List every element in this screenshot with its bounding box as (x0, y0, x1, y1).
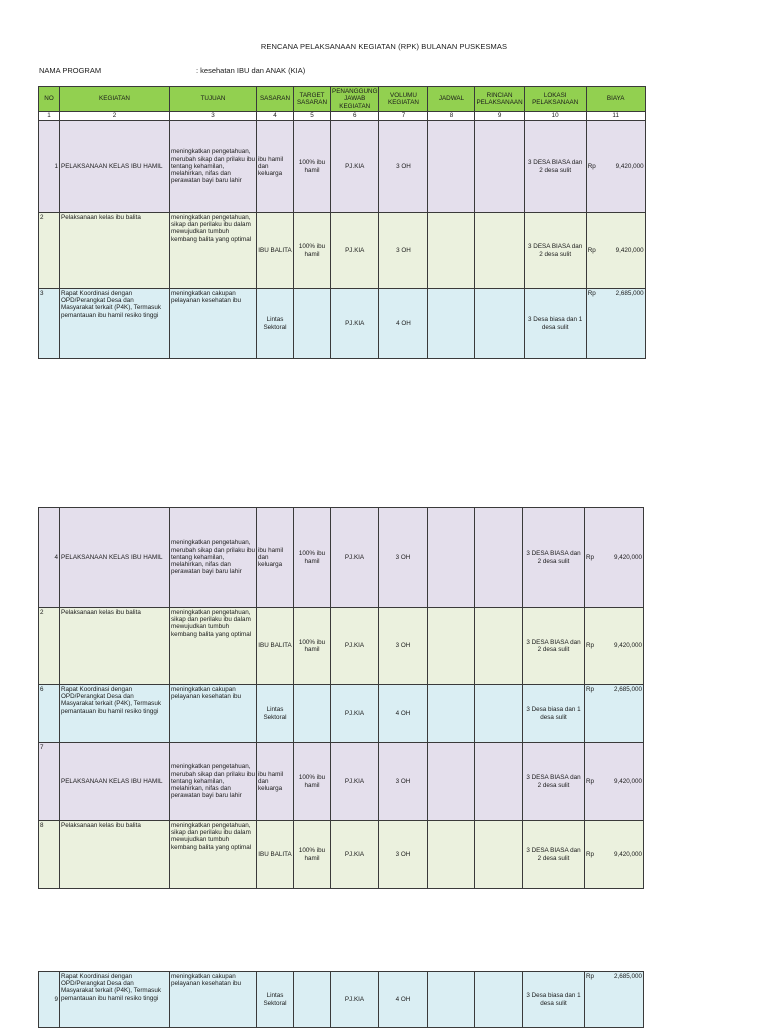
table-row (39, 743, 644, 821)
row-tujuan: meningkatkan pengetahuan, sikap dan perilaku ibu dalam mewujudkan tumbuh kembang balita yang optimal (170, 608, 257, 685)
row-lokasi: 3 DESA BIASA dan 2 desa sulit (524, 213, 586, 289)
row-target: 100% ibu hamil (294, 213, 331, 289)
row-kegiatan: Pelaksanaan kelas ibu balita (60, 608, 170, 685)
row-pj: PJ.KIA (331, 213, 379, 289)
row-pj: PJ.KIA (331, 289, 379, 359)
table-row (39, 608, 644, 685)
row-kegiatan: Rapat Koordinasi dengan OPD/Perangkat Desa dan Masyarakat terkait (P4K), Termasuk pemantauan ibu hamil resiko tinggi (60, 685, 170, 743)
row-target (294, 685, 331, 743)
row-tujuan: meningkatkan pengetahuan, merubah sikap dan prilaku ibu tentang kehamilan, melahirkan, nifas dan perawatan bayi baru lahir (170, 121, 257, 213)
row-lokasi: 3 Desa biasa dan 1 desa sulit (523, 972, 585, 1028)
row-no: 6 (39, 685, 60, 743)
header-target-sasaran: TARGET SASARAN (294, 87, 331, 112)
column-number: 1 (39, 112, 60, 121)
row-target: 100% ibu hamil (294, 743, 331, 821)
row-rincian (475, 972, 523, 1028)
row-volume: 3 OH (379, 608, 428, 685)
row-no: 8 (39, 821, 60, 889)
row-target: 100% ibu hamil (294, 121, 331, 213)
header-volume: VOLUMU KEGIATAN (379, 87, 428, 112)
header-penanggung-jawab: PENANGGUNG JAWAB KEGIATAN (332, 88, 378, 110)
column-number: 11 (586, 112, 645, 121)
row-sasaran: Lintas Sektoral (257, 972, 294, 1028)
row-target (294, 972, 331, 1028)
row-biaya (585, 821, 644, 889)
row-biaya (586, 289, 645, 359)
biaya-value: 2,685,000 (613, 973, 642, 980)
rp-label: Rp (586, 777, 595, 785)
row-rincian (475, 121, 524, 213)
document-title: RENCANA PELAKSANAAN KEGIATAN (RPK) BULANAN PUSKESMAS (260, 42, 508, 51)
row-target (294, 289, 331, 359)
row-kegiatan: Rapat Koordinasi dengan OPD/Perangkat Desa dan Masyarakat terkait (P4K), Termasuk pemantauan ibu hamil resiko tinggi (60, 289, 170, 359)
row-biaya (585, 608, 644, 685)
rp-label: Rp (587, 246, 596, 254)
table-row (39, 821, 644, 889)
row-no: 4 (39, 508, 60, 608)
rpk-table-block-3 (38, 971, 644, 1028)
rp-label: Rp (586, 642, 595, 650)
row-target: 100% ibu hamil (294, 821, 331, 889)
rp-label: Rp (586, 686, 595, 693)
header-no: NO (39, 87, 60, 112)
row-pj: PJ.KIA (331, 121, 379, 213)
row-volume: 3 OH (379, 508, 428, 608)
column-number: 10 (524, 112, 586, 121)
row-no: 9 (39, 972, 60, 1028)
row-tujuan: meningkatkan pengetahuan, sikap dan perilaku ibu dalam mewujudkan tumbuh kembang balita yang optimal (170, 821, 257, 889)
row-rincian (475, 289, 524, 359)
row-target: 100% ibu hamil (294, 608, 331, 685)
row-lokasi: 3 DESA BIASA dan 2 desa sulit (524, 121, 586, 213)
rp-label: Rp (587, 162, 596, 170)
column-number: 8 (428, 112, 475, 121)
header-rincian: RINCIAN PELAKSANAAN (475, 87, 524, 112)
rp-label: Rp (586, 553, 595, 561)
row-biaya (585, 972, 644, 1028)
row-jadwal (428, 743, 475, 821)
row-sasaran: Lintas Sektoral (257, 289, 294, 359)
header-row (39, 87, 646, 112)
column-number: 7 (379, 112, 428, 121)
row-rincian (475, 821, 523, 889)
row-rincian (475, 685, 523, 743)
row-jadwal (428, 508, 475, 608)
rp-label: Rp (586, 850, 595, 858)
row-sasaran: IBU BALITA (257, 821, 294, 889)
row-pj: PJ.KIA (331, 743, 379, 821)
row-kegiatan: Pelaksanaan kelas ibu balita (60, 821, 170, 889)
row-tujuan: meningkatkan cakupan pelayanan kesehatan ibu (170, 289, 257, 359)
row-jadwal (428, 972, 475, 1028)
row-rincian (475, 608, 523, 685)
row-tujuan: meningkatkan pengetahuan, sikap dan perilaku ibu dalam mewujudkan tumbuh kembang balita yang optimal (170, 213, 257, 289)
row-lokasi: 3 DESA BIASA dan 2 desa sulit (523, 608, 585, 685)
column-number: 9 (475, 112, 524, 121)
program-value: : kesehatan IBU dan ANAK (KIA) (196, 66, 306, 75)
row-biaya (585, 685, 644, 743)
row-kegiatan: Pelaksanaan kelas ibu balita (60, 213, 170, 289)
row-volume: 4 OH (379, 289, 428, 359)
row-lokasi: 3 Desa biasa dan 1 desa sulit (524, 289, 586, 359)
row-pj: PJ.KIA (331, 608, 379, 685)
row-target: 100% ibu hamil (294, 508, 331, 608)
table-row (39, 213, 646, 289)
table-row (39, 685, 644, 743)
biaya-value: 9,420,000 (613, 850, 642, 858)
row-volume: 4 OH (379, 685, 428, 743)
row-sasaran: ibu hamil dan keluarga (257, 508, 294, 608)
header-biaya: BIAYA (586, 87, 645, 112)
row-biaya (585, 743, 644, 821)
row-jadwal (428, 608, 475, 685)
column-number: 4 (257, 112, 294, 121)
row-lokasi: 3 DESA BIASA dan 2 desa sulit (523, 743, 585, 821)
row-lokasi: 3 DESA BIASA dan 2 desa sulit (523, 508, 585, 608)
row-no: 2 (39, 213, 60, 289)
column-number: 2 (60, 112, 170, 121)
row-kegiatan: PELAKSANAAN KELAS IBU HAMIL (60, 121, 170, 213)
header-sasaran: SASARAN (257, 87, 294, 112)
row-kegiatan: PELAKSANAAN KELAS IBU HAMIL (60, 508, 170, 608)
row-volume: 4 OH (379, 972, 428, 1028)
row-biaya (586, 213, 645, 289)
row-biaya (586, 121, 645, 213)
row-rincian (475, 743, 523, 821)
table-row (39, 289, 646, 359)
row-rincian (475, 213, 524, 289)
row-sasaran: ibu hamil dan keluarga (257, 121, 294, 213)
row-biaya (585, 508, 644, 608)
row-jadwal (428, 213, 475, 289)
row-jadwal (428, 289, 475, 359)
header-kegiatan: KEGIATAN (60, 87, 170, 112)
biaya-value: 9,420,000 (615, 246, 644, 254)
rpk-table-block-1 (38, 86, 646, 359)
row-volume: 3 OH (379, 121, 428, 213)
biaya-value: 9,420,000 (613, 777, 642, 785)
row-tujuan: meningkatkan pengetahuan, merubah sikap dan prilaku ibu tentang kehamilan, melahirkan, nifas dan perawatan bayi baru lahir (170, 743, 257, 821)
rp-label: Rp (587, 290, 596, 297)
header-lokasi: LOKASI PELAKSANAAN (524, 87, 586, 112)
row-jadwal (428, 821, 475, 889)
table-row (39, 972, 644, 1028)
row-kegiatan: PELAKSANAAN KELAS IBU HAMIL (60, 743, 170, 821)
row-sasaran: IBU BALITA (257, 213, 294, 289)
row-sasaran: IBU BALITA (257, 608, 294, 685)
biaya-value: 9,420,000 (613, 553, 642, 561)
row-tujuan: meningkatkan cakupan pelayanan kesehatan ibu (170, 685, 257, 743)
row-kegiatan: Rapat Koordinasi dengan OPD/Perangkat Desa dan Masyarakat terkait (P4K), Termasuk pemantauan ibu hamil resiko tinggi (60, 972, 170, 1028)
row-pj: PJ.KIA (331, 972, 379, 1028)
row-jadwal (428, 685, 475, 743)
biaya-value: 2,685,000 (613, 686, 642, 693)
row-pj: PJ.KIA (331, 685, 379, 743)
column-number: 6 (331, 112, 379, 121)
biaya-value: 9,420,000 (613, 642, 642, 650)
row-tujuan: meningkatkan cakupan pelayanan kesehatan ibu (170, 972, 257, 1028)
row-tujuan: meningkatkan pengetahuan, merubah sikap dan prilaku ibu tentang kehamilan, melahirkan, nifas dan perawatan bayi baru lahir (170, 508, 257, 608)
biaya-value: 2,685,000 (615, 290, 644, 297)
row-lokasi: 3 Desa biasa dan 1 desa sulit (523, 685, 585, 743)
row-volume: 3 OH (379, 213, 428, 289)
header-tujuan: TUJUAN (170, 87, 257, 112)
column-number: 3 (170, 112, 257, 121)
row-pj: PJ.KIA (331, 508, 379, 608)
row-jadwal (428, 121, 475, 213)
row-no: 7 (39, 743, 60, 821)
row-sasaran: ibu hamil dan keluarga (257, 743, 294, 821)
rp-label: Rp (586, 973, 595, 980)
column-number: 5 (294, 112, 331, 121)
row-no: 3 (39, 289, 60, 359)
biaya-value: 9,420,000 (615, 162, 644, 170)
row-volume: 3 OH (379, 743, 428, 821)
program-label: NAMA PROGRAM (39, 66, 102, 75)
row-no: 2 (39, 608, 60, 685)
column-number-row (39, 112, 646, 121)
row-rincian (475, 508, 523, 608)
rpk-table-block-2 (38, 507, 644, 889)
row-lokasi: 3 DESA BIASA dan 2 desa sulit (523, 821, 585, 889)
row-pj: PJ.KIA (331, 821, 379, 889)
table-row (39, 508, 644, 608)
row-volume: 3 OH (379, 821, 428, 889)
row-sasaran: Lintas Sektoral (257, 685, 294, 743)
row-no: 1 (39, 121, 60, 213)
header-jadwal: JADWAL (428, 87, 475, 112)
table-row (39, 121, 646, 213)
